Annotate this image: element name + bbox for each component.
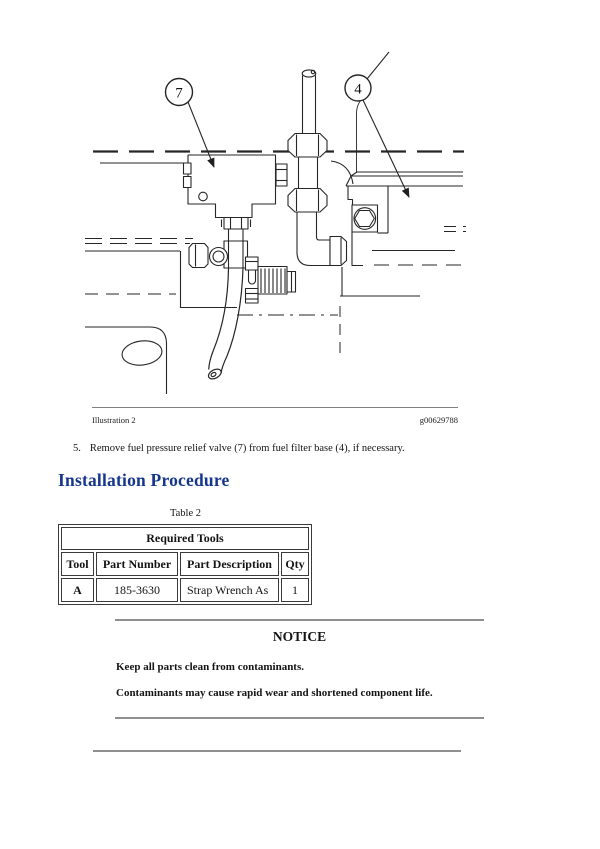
procedure-step-5: [73, 443, 405, 454]
cell-qty: 1: [281, 578, 309, 602]
illustration-caption-rule: [92, 407, 458, 408]
illustration-caption: [92, 415, 458, 425]
col-header-part-description: Part Description: [180, 552, 279, 576]
callout-7-balloon: [166, 79, 215, 168]
vertical-fuel-line: [288, 70, 347, 266]
notice-line-2: Contaminants may cause rapid wear and shortened component life.: [116, 687, 433, 699]
required-tools-table: [58, 524, 312, 605]
technical-illustration: [0, 0, 600, 405]
section-heading: Installation Procedure: [58, 470, 230, 490]
cell-part-description: Strap Wrench As: [180, 578, 279, 602]
cell-part-number: 185-3630: [96, 578, 178, 602]
col-header-qty: Qty: [281, 552, 309, 576]
table-title-row: [61, 527, 309, 550]
cell-tool: A: [61, 578, 94, 602]
illustration-figure-id: g00629788: [419, 415, 458, 425]
step-text: Remove fuel pressure relief valve (7) from fuel filter base (4), if necessary.: [89, 443, 405, 454]
page-divider-rule: [93, 750, 461, 752]
engine-panel-outline: [85, 327, 167, 394]
step-number: 5.: [73, 443, 81, 454]
table-title: Required Tools: [61, 527, 309, 550]
relief-valve-body: [184, 155, 288, 229]
col-header-part-number: Part Number: [96, 552, 178, 576]
valve-cross-fitting: [189, 229, 296, 303]
callout-7-number: 7: [175, 85, 183, 102]
notice-line-1: Keep all parts clean from contaminants.: [116, 661, 305, 673]
illustration-label: Illustration 2: [92, 415, 136, 425]
callout-4-number: 4: [354, 81, 362, 98]
table-header-row: [61, 552, 309, 576]
notice-bottom-rule: [115, 717, 484, 719]
drain-hose: [207, 268, 243, 381]
fuel-filter-base: [331, 161, 466, 356]
notice-top-rule: [115, 619, 484, 621]
notice-title: NOTICE: [272, 629, 327, 644]
table-caption: Table 2: [169, 508, 202, 519]
table-row: [61, 578, 309, 602]
col-header-tool: Tool: [61, 552, 94, 576]
